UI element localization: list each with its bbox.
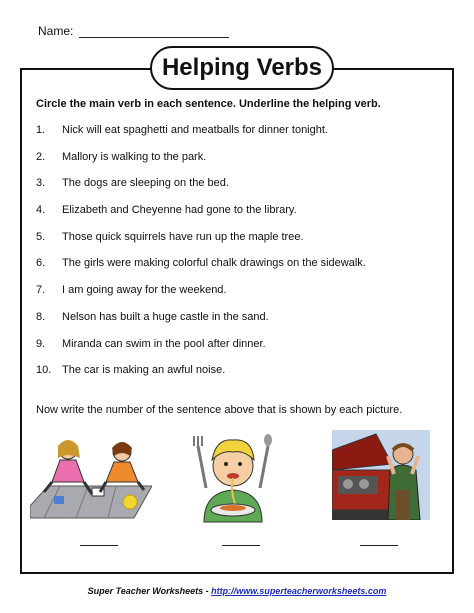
girls-chalk-drawing-icon bbox=[30, 432, 152, 520]
sentence-item bbox=[36, 284, 446, 311]
sentence-number: 4. bbox=[36, 204, 46, 217]
sentence-list bbox=[36, 124, 446, 391]
sentence-text: Elizabeth and Cheyenne had gone to the library. bbox=[62, 204, 297, 217]
sentence-item bbox=[36, 177, 446, 204]
footer-separator: - bbox=[203, 586, 212, 596]
footer bbox=[0, 586, 474, 596]
sentence-number: 2. bbox=[36, 150, 46, 163]
sentence-item bbox=[36, 257, 446, 284]
sentence-text: Nelson has built a huge castle in the sand. bbox=[62, 310, 269, 323]
sentence-text: The girls were making colorful chalk drawings on the sidewalk. bbox=[62, 257, 366, 270]
man-broken-car-icon bbox=[332, 430, 430, 520]
sentence-number: 3. bbox=[36, 177, 46, 190]
picture-instructions: Now write the number of the sentence above that is shown by each picture. bbox=[36, 404, 403, 416]
sentence-number: 10. bbox=[36, 364, 52, 377]
sentence-number: 6. bbox=[36, 257, 46, 270]
sentence-item bbox=[36, 364, 446, 391]
worksheet-title: Helping Verbs bbox=[150, 46, 334, 90]
footer-brand: Super Teacher Worksheets bbox=[87, 586, 204, 596]
sentence-item bbox=[36, 124, 446, 151]
sentence-text: The car is making an awful noise. bbox=[62, 364, 226, 377]
boy-eating-spaghetti-icon bbox=[186, 426, 280, 524]
sentence-item bbox=[36, 311, 446, 338]
instructions: Circle the main verb in each sentence. Underline the helping verb. bbox=[36, 98, 381, 110]
answer-line[interactable] bbox=[80, 545, 118, 546]
sentence-number: 7. bbox=[36, 284, 46, 297]
sentence-text: Those quick squirrels have run up the maple tree. bbox=[62, 230, 304, 243]
sentence-number: 5. bbox=[36, 230, 46, 243]
sentence-item bbox=[36, 338, 446, 365]
sentence-item bbox=[36, 231, 446, 258]
sentence-text: Mallory is walking to the park. bbox=[62, 150, 207, 163]
sentence-number: 9. bbox=[36, 337, 46, 350]
answer-line[interactable] bbox=[222, 545, 260, 546]
footer-link[interactable]: http://www.superteacherworksheets.com bbox=[211, 586, 387, 596]
name-line[interactable] bbox=[79, 26, 229, 38]
sentence-text: Nick will eat spaghetti and meatballs for dinner tonight. bbox=[62, 124, 328, 136]
answer-line[interactable] bbox=[360, 545, 398, 546]
sentence-text: Miranda can swim in the pool after dinner. bbox=[62, 337, 266, 350]
name-row bbox=[38, 24, 229, 38]
sentence-text: The dogs are sleeping on the bed. bbox=[62, 177, 229, 190]
sentence-text: I am going away for the weekend. bbox=[62, 284, 227, 297]
sentence-item bbox=[36, 204, 446, 231]
name-label: Name: bbox=[38, 24, 74, 38]
sentence-number: 1. bbox=[36, 124, 46, 136]
sentence-item bbox=[36, 151, 446, 178]
sentence-number: 8. bbox=[36, 310, 46, 323]
